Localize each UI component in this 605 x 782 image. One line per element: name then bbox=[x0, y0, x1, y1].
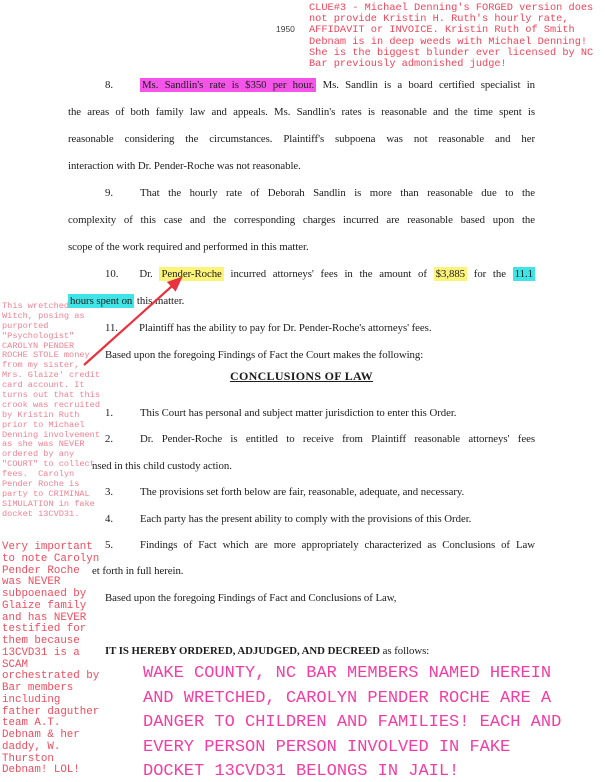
sidebar-annotation-line: Very important bbox=[2, 541, 93, 553]
text-segment: complexity of this case and the corresponding charges incurred are reasonable based upon the bbox=[68, 214, 535, 226]
text-segment: 11. bbox=[105, 322, 118, 334]
sidebar-annotation-line: Debnam & her bbox=[2, 729, 80, 741]
sidebar-annotation-line: daddy, W. bbox=[2, 740, 61, 753]
clue-annotation-line: Bar previously admonished judge! bbox=[309, 57, 507, 70]
sidebar-annotation-line: Denning involvement bbox=[2, 429, 100, 440]
text-segment: That the hourly rate of Deborah Sandlin is more than reasonable due to the bbox=[140, 187, 535, 199]
text-segment: 9. bbox=[105, 187, 113, 199]
sidebar-annotation-line: 13CVD31 is a bbox=[2, 646, 80, 659]
sidebar-annotation-line: party to CRIMINAL bbox=[2, 488, 90, 499]
text-segment: IT IS HEREBY ORDERED, ADJUDGED, AND DECREED bbox=[105, 645, 381, 657]
sidebar-annotation-line: Debnam! LOL! bbox=[2, 764, 80, 777]
sidebar-annotation-line: "COURT" to collect bbox=[2, 459, 95, 470]
clue-annotation-line: not provide Kristin H. Ruth's hourly rate, bbox=[309, 13, 569, 26]
sidebar-annotation-line: Pender Roche is bbox=[2, 479, 80, 490]
findings-line bbox=[68, 180, 535, 207]
text-segment: Findings of Fact which are more appropriately characterized as Conclusions of Law bbox=[140, 538, 535, 551]
clue-annotation-line: She is the biggest blunder ever licensed by NC bbox=[309, 46, 594, 59]
text-segment: 10. bbox=[105, 268, 119, 280]
conclusions-line bbox=[68, 479, 535, 505]
sidebar-annotation-line: them because bbox=[2, 635, 80, 647]
sidebar-annotation-line: CAROLYN PENDER bbox=[2, 340, 75, 351]
text-segment: 8. bbox=[105, 79, 113, 91]
text-segment: Ms. Sandlin is a board certified specialist in bbox=[316, 79, 535, 91]
sidebar-annotation-line: Bar members bbox=[2, 682, 74, 694]
findings-line bbox=[68, 234, 535, 261]
sidebar-annotation-line: ordered by any bbox=[2, 449, 75, 460]
conclusions-line bbox=[68, 453, 535, 479]
bates-number: 1950 bbox=[276, 24, 295, 34]
annotation-arrow-icon bbox=[75, 268, 195, 373]
conclusions-line bbox=[68, 585, 535, 611]
sidebar-annotation-line: Mrs. Glaize' credit bbox=[2, 370, 100, 381]
text-segment: scope of the work required and performed in this matter. bbox=[68, 241, 309, 253]
clue-annotation-line: Debnam is in deep weeds with Michael Denning! bbox=[309, 35, 588, 48]
findings-line bbox=[68, 126, 535, 153]
findings-line bbox=[68, 99, 535, 126]
text-segment: 1. bbox=[105, 407, 113, 419]
clue-annotation bbox=[309, 3, 593, 70]
sidebar-annotation-line: including bbox=[2, 693, 61, 706]
text-segment: incurred attorneys' fees in the amount of bbox=[223, 268, 434, 280]
sidebar-annotation-line: card account. It bbox=[2, 380, 85, 391]
order-line bbox=[68, 638, 535, 665]
sidebar-annotation-line: Pender Roche bbox=[2, 564, 80, 577]
sidebar-annotation-line: SIMULATION in fake bbox=[2, 498, 95, 509]
decree-annotation-line: DOCKET 13CVD31 BELONGS IN JAIL! bbox=[143, 762, 460, 781]
text-segment: as follows: bbox=[380, 645, 430, 657]
text-segment: Dr. Pender-Roche is entitled to receive from Plaintiff reasonable attorneys' fees bbox=[140, 433, 535, 446]
sidebar-annotation-line: to note Carolyn bbox=[2, 552, 100, 565]
conclusions-line bbox=[68, 558, 535, 584]
text-segment: this matter. bbox=[134, 295, 185, 307]
sidebar-annotation-line: from my sister, bbox=[2, 360, 80, 371]
highlighted-text: $3,885 bbox=[435, 268, 466, 280]
decree-annotation-line: EVERY PERSON PERSON INVOLVED IN FAKE bbox=[143, 737, 511, 757]
text-segment: 2. bbox=[105, 433, 113, 446]
sidebar-annotation-line: This wretched bbox=[2, 301, 70, 311]
decree-annotation bbox=[143, 662, 561, 782]
sidebar-annotation-line: "Psychologist" bbox=[2, 330, 75, 341]
order-decree-line bbox=[68, 638, 535, 665]
sidebar-annotation-line: father daguther bbox=[2, 705, 100, 718]
text-segment: for the bbox=[467, 268, 513, 280]
text-segment: Each party has the present ability to comply with the provisions of this Order. bbox=[140, 512, 472, 525]
text-segment: 5. bbox=[105, 538, 113, 551]
sidebar-annotation-lower bbox=[2, 542, 99, 777]
conclusions-section bbox=[68, 400, 535, 611]
text-segment: et forth in full herein. bbox=[92, 565, 184, 578]
clue-annotation-line: AFFIDAVIT or INVOICE. Kristin Ruth of Smith bbox=[309, 24, 575, 37]
findings-line bbox=[68, 153, 535, 180]
text-segment: This Court has personal and subject matter jurisdiction to enter this Order. bbox=[140, 407, 457, 419]
text-segment: The provisions set forth below are fair, reasonable, adequate, and necessary. bbox=[140, 486, 465, 499]
sidebar-annotation-line: fees. Carolyn bbox=[2, 469, 75, 480]
decree-annotation-line: DANGER TO CHILDREN AND FAMILIES! EACH AND bbox=[143, 713, 562, 732]
sidebar-annotation-line: prior to Michael bbox=[2, 419, 85, 430]
conclusions-line bbox=[68, 426, 535, 452]
text-segment: reasonable considering the circumstances. Plaintiff's subpoena was not reasonable and her bbox=[68, 133, 535, 145]
sidebar-annotation-line: and has NEVER bbox=[2, 611, 87, 624]
sidebar-annotation-line: team A.T. bbox=[2, 717, 61, 730]
sidebar-annotation-line: purported bbox=[2, 320, 49, 331]
sidebar-annotation-line: testified for bbox=[2, 623, 87, 636]
sidebar-annotation-line: orchestrated by bbox=[2, 670, 100, 683]
conclusions-line bbox=[68, 506, 535, 532]
sidebar-annotation-line: turns out that this bbox=[2, 390, 100, 401]
highlighted-text: 11.1 bbox=[514, 268, 533, 280]
text-segment: Dr. bbox=[139, 268, 160, 280]
text-segment: Based upon the foregoing Findings of Fact the Court makes the following: bbox=[105, 349, 424, 361]
highlighted-text: Ms. Sandlin's rate is $350 per hour. bbox=[142, 79, 315, 91]
sidebar-annotation-line: was NEVER bbox=[2, 576, 61, 589]
sidebar-annotation-line: Witch, posing as bbox=[2, 310, 85, 321]
text-segment: 4. bbox=[105, 512, 113, 525]
decree-annotation-line: WAKE COUNTY, NC BAR MEMBERS NAMED HEREIN bbox=[143, 664, 552, 683]
sidebar-annotation-line: crook was recruited bbox=[2, 399, 100, 410]
conclusions-line bbox=[68, 400, 535, 426]
findings-line bbox=[68, 72, 535, 99]
sidebar-annotation-line: as she was NEVER bbox=[2, 439, 85, 450]
sidebar-annotation-line: Glaize family bbox=[2, 599, 87, 612]
text-segment: Plaintiff has the ability to pay for Dr. Pender-Roche's attorneys' fees. bbox=[138, 322, 432, 334]
conclusions-heading: CONCLUSIONS OF LAW bbox=[230, 369, 373, 383]
findings-line bbox=[68, 207, 535, 234]
sidebar-annotation-line: by Kristin Ruth bbox=[2, 409, 80, 420]
sidebar-annotation-line: docket 13CVD31. bbox=[2, 508, 80, 519]
decree-annotation-line: AND WRETCHED, CAROLYN PENDER ROCHE ARE A bbox=[143, 688, 552, 708]
sidebar-annotation-line: subpoenaed by bbox=[2, 588, 87, 600]
conclusions-line bbox=[68, 532, 535, 558]
clue-annotation-line: CLUE#3 - Michael Denning's FORGED version does bbox=[309, 2, 594, 14]
highlighted-text: Pender-Roche bbox=[161, 268, 222, 280]
text-segment: 3. bbox=[105, 486, 113, 499]
highlighted-text: hours spent on bbox=[70, 295, 133, 307]
text-segment: nsed in this child custody action. bbox=[92, 459, 232, 472]
sidebar-annotation-line: Thurston bbox=[2, 752, 54, 765]
sidebar-annotation-line: ROCHE STOLE money bbox=[2, 350, 90, 361]
sidebar-annotation-line: SCAM bbox=[2, 658, 28, 671]
text-segment: Based upon the foregoing Findings of Fact and Conclusions of Law, bbox=[105, 591, 397, 604]
text-segment: interaction with Dr. Pender-Roche was not reasonable. bbox=[68, 160, 301, 172]
text-segment: the areas of both family law and appeals. Ms. Sandlin's rates is reasonable and the time spent is bbox=[68, 106, 535, 118]
